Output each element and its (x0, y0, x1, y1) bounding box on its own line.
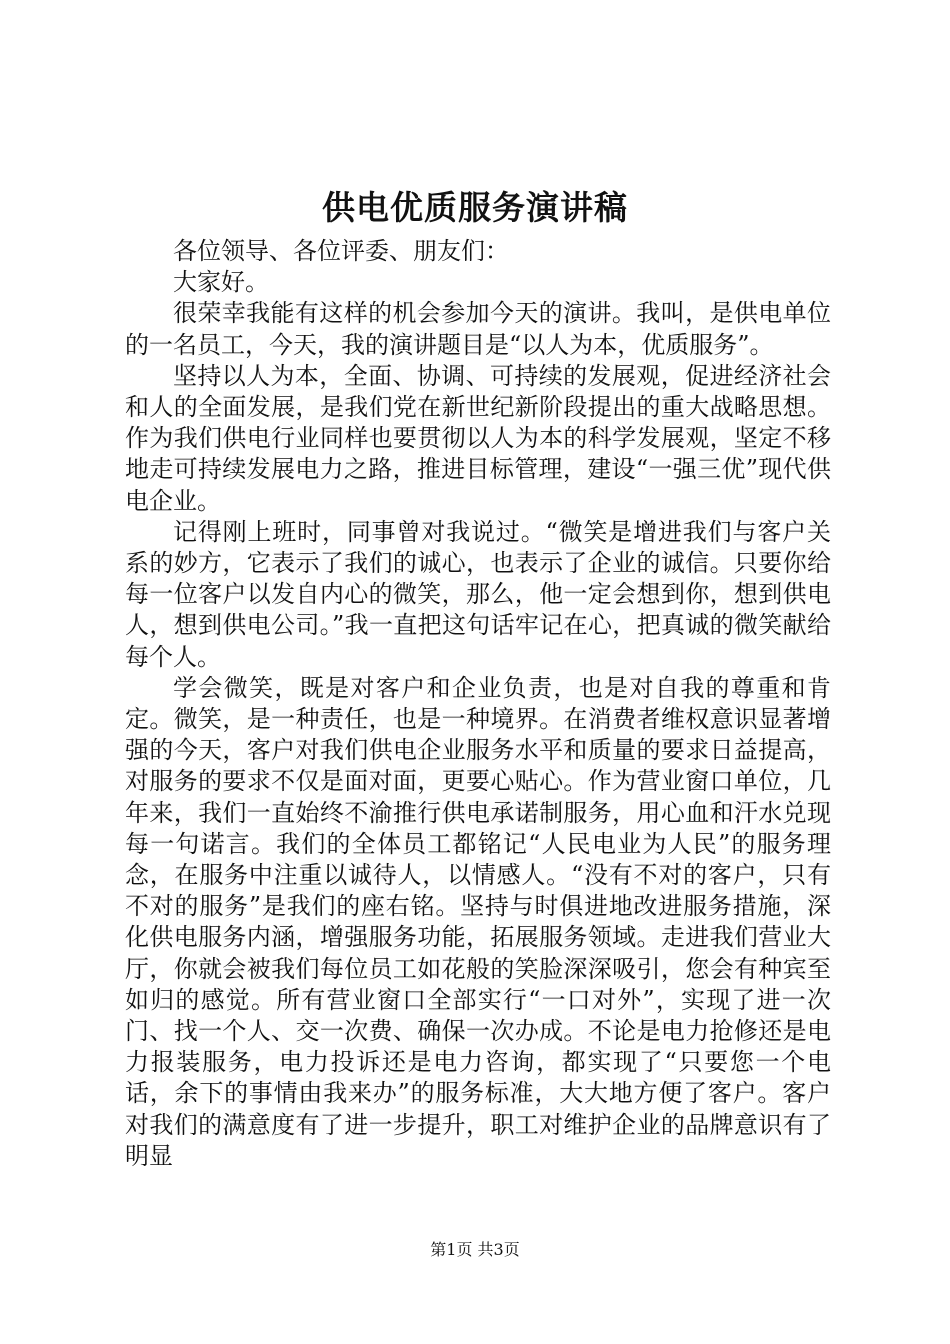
document-body (125, 236, 831, 1172)
salutation-paragraph: 各位领导、各位评委、朋友们： (173, 237, 509, 265)
intro-paragraph: 很荣幸我能有这样的机会参加今天的演讲。我叫，是供电单位的一名员工，今天，我的演讲题目是“以人为本，优质服务”。 (125, 299, 831, 359)
body-paragraph: 学会微笑，既是对客户和企业负责，也是对自我的尊重和肯定。微笑，是一种责任，也是一种境界。在消费者维权意识显著增强的今天，客户对我们供电企业服务水平和质量的要求日益提高，对服务的要求不仅是面对面，更要心贴心。作为营业窗口单位，几年来，我们一直始终不渝推行供电承诺制服务，用心血和汗水兑现每一句诺言。我们的全体员工都铭记“人民电业为人民”的服务理念，在服务中注重以诚待人，以情感人。“没有不对的客户，只有不对的服务”是我们的座右铭。坚持与时俱进地改进服务措施，深化供电服务内涵，增强服务功能，拓展服务领域。走进我们营业大厅，你就会被我们每位员工如花般的笑脸深深吸引，您会有种宾至如归的感觉。所有营业窗口全部实行“一口对外”，实现了进一次门、找一个人、交一次费、确保一次办成。不论是电力抢修还是电力报装服务，电力投诉还是电力咨询，都实现了“只要您一个电话，余下的事情由我来办”的服务标准，大大地方便了客户。客户对我们的满意度有了进一步提升，职工对维护企业的品牌意识有了明显 (125, 673, 831, 1170)
document-title: 供电优质服务演讲稿 (322, 188, 628, 227)
body-paragraph: 坚持以人为本，全面、协调、可持续的发展观，促进经济社会和人的全面发展，是我们党在新世纪新阶段提出的重大战略思想。作为我们供电行业同样也要贯彻以人为本的科学发展观，坚定不移地走可持续发展电力之路，推进目标管理，建设“一强三优”现代供电企业。 (125, 361, 831, 515)
body-paragraph: 记得刚上班时，同事曾对我说过。“微笑是增进我们与客户关系的妙方，它表示了我们的诚心，也表示了企业的诚信。只要你给每一位客户以发自内心的微笑，那么，他一定会想到你，想到供电人，想到供电公司。”我一直把这句话牢记在心，把真诚的微笑献给每个人。 (125, 517, 831, 671)
page-number-footer: 第1页 共3页 (430, 1240, 520, 1259)
greeting-paragraph: 大家好。 (173, 268, 269, 297)
